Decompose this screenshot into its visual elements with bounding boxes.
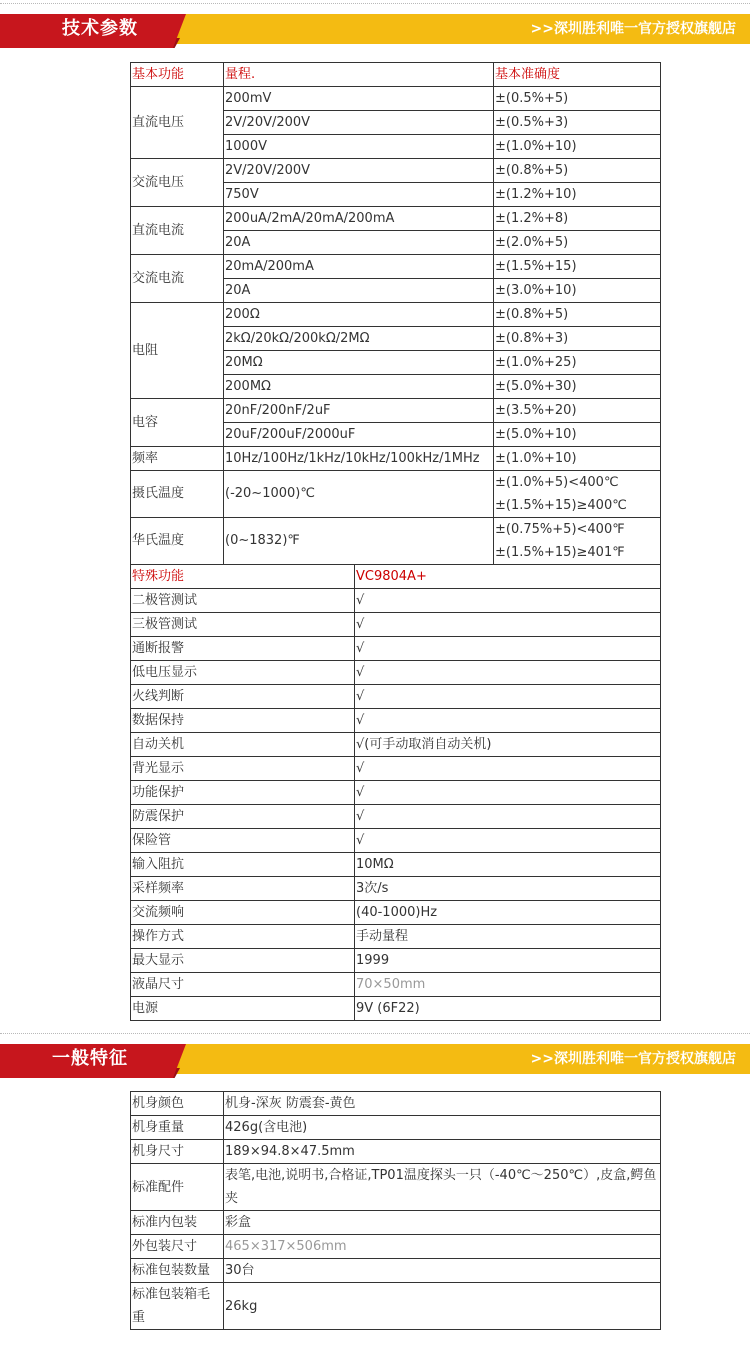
accuracy-line: ±(1.0%+5)<400℃ — [495, 475, 619, 490]
header-cell: VC9804A+ — [355, 565, 661, 589]
range-cell: (0~1832)℉ — [224, 518, 494, 565]
feature-value-cell: √ — [355, 709, 661, 733]
feature-value-cell: √(可手动取消自动关机) — [355, 733, 661, 757]
feature-name-cell: 三极管测试 — [131, 613, 355, 637]
range-cell: 2V/20V/200V — [224, 111, 494, 135]
feature-value-cell: 26kg — [224, 1283, 661, 1330]
general-features-table — [130, 1091, 661, 1330]
table-row — [131, 949, 661, 973]
table-row — [131, 1211, 661, 1235]
table-row — [131, 637, 661, 661]
table-row — [131, 1259, 661, 1283]
feature-name-cell: 通断报警 — [131, 637, 355, 661]
feature-value-cell: √ — [355, 661, 661, 685]
feature-value-cell: √ — [355, 685, 661, 709]
feature-name-cell: 外包装尺寸 — [131, 1235, 224, 1259]
table-row — [131, 589, 661, 613]
accuracy-cell — [494, 471, 661, 518]
table-row — [131, 447, 661, 471]
section-title: 一般特征 — [52, 1048, 128, 1069]
accuracy-cell — [494, 518, 661, 565]
function-cell: 直流电流 — [131, 207, 224, 255]
feature-name-cell: 液晶尺寸 — [131, 973, 355, 997]
range-cell: 2kΩ/20kΩ/200kΩ/2MΩ — [224, 327, 494, 351]
table-row — [131, 1140, 661, 1164]
range-cell: 20A — [224, 279, 494, 303]
accuracy-line: ±(0.75%+5)<400℉ — [495, 522, 625, 537]
feature-name-cell: 防震保护 — [131, 805, 355, 829]
section-title: 技术参数 — [62, 18, 138, 39]
feature-name-cell: 最大显示 — [131, 949, 355, 973]
accuracy-cell: ±(1.0%+25) — [494, 351, 661, 375]
feature-name-cell: 自动关机 — [131, 733, 355, 757]
feature-value-cell: 189×94.8×47.5mm — [224, 1140, 661, 1164]
table-row — [131, 877, 661, 901]
feature-name-cell: 电源 — [131, 997, 355, 1021]
feature-name-cell: 数据保持 — [131, 709, 355, 733]
feature-value-cell: √ — [355, 781, 661, 805]
store-brand-link[interactable]: >>深圳胜利唯一官方授权旗舰店 — [530, 1051, 736, 1067]
header-row — [131, 63, 661, 87]
range-cell: (-20~1000)℃ — [224, 471, 494, 518]
accuracy-cell: ±(1.0%+10) — [494, 447, 661, 471]
table-row — [131, 829, 661, 853]
feature-value-cell: 手动量程 — [355, 925, 661, 949]
accuracy-line: ±(1.5%+15)≥400℃ — [495, 498, 627, 513]
feature-value-cell: √ — [355, 805, 661, 829]
feature-name-cell: 交流频响 — [131, 901, 355, 925]
function-cell: 直流电压 — [131, 87, 224, 159]
table-row — [131, 997, 661, 1021]
table-row — [131, 518, 661, 565]
table-row — [131, 1164, 661, 1211]
table-row — [131, 853, 661, 877]
accuracy-cell: ±(5.0%+10) — [494, 423, 661, 447]
accuracy-cell: ±(0.5%+5) — [494, 87, 661, 111]
range-cell: 200Ω — [224, 303, 494, 327]
table-row — [131, 685, 661, 709]
accuracy-cell: ±(0.8%+5) — [494, 303, 661, 327]
table-row — [131, 159, 661, 183]
table-row — [131, 1116, 661, 1140]
function-cell: 电阻 — [131, 303, 224, 399]
feature-name-cell: 低电压显示 — [131, 661, 355, 685]
accuracy-cell: ±(1.0%+10) — [494, 135, 661, 159]
feature-name-cell: 机身颜色 — [131, 1092, 224, 1116]
feature-value-cell: 1999 — [355, 949, 661, 973]
range-cell: 20A — [224, 231, 494, 255]
accuracy-cell: ±(1.2%+10) — [494, 183, 661, 207]
range-cell: 20nF/200nF/2uF — [224, 399, 494, 423]
table-row — [131, 757, 661, 781]
accuracy-line: ±(1.5%+15)≥401℉ — [495, 545, 625, 560]
feature-name-cell: 背光显示 — [131, 757, 355, 781]
table-row — [131, 87, 661, 111]
range-cell: 2V/20V/200V — [224, 159, 494, 183]
table-row — [131, 255, 661, 279]
function-cell: 摄氏温度 — [131, 471, 224, 518]
section-divider — [0, 1033, 750, 1034]
range-cell: 200mV — [224, 87, 494, 111]
function-cell: 电容 — [131, 399, 224, 447]
function-cell: 交流电压 — [131, 159, 224, 207]
table-row — [131, 661, 661, 685]
table-row — [131, 805, 661, 829]
function-cell: 交流电流 — [131, 255, 224, 303]
feature-value-cell: 彩盒 — [224, 1211, 661, 1235]
feature-name-cell: 采样频率 — [131, 877, 355, 901]
table-row — [131, 901, 661, 925]
feature-name-cell: 保险管 — [131, 829, 355, 853]
table-row — [131, 207, 661, 231]
top-divider — [0, 3, 750, 4]
range-cell: 200MΩ — [224, 375, 494, 399]
feature-value-cell: 30台 — [224, 1259, 661, 1283]
accuracy-cell: ±(2.0%+5) — [494, 231, 661, 255]
table-row — [131, 925, 661, 949]
feature-value-cell: √ — [355, 757, 661, 781]
accuracy-cell: ±(3.5%+20) — [494, 399, 661, 423]
general-features-banner — [0, 1044, 750, 1078]
feature-value-cell: 机身-深灰 防震套-黄色 — [224, 1092, 661, 1116]
special-header-row — [131, 565, 661, 589]
accuracy-cell: ±(0.8%+5) — [494, 159, 661, 183]
accuracy-cell: ±(1.2%+8) — [494, 207, 661, 231]
feature-name-cell: 标准配件 — [131, 1164, 224, 1211]
feature-value-cell: √ — [355, 589, 661, 613]
feature-value-cell: √ — [355, 613, 661, 637]
range-cell: 20uF/200uF/2000uF — [224, 423, 494, 447]
table-row — [131, 733, 661, 757]
table-row — [131, 1235, 661, 1259]
feature-value-cell: 3次/s — [355, 877, 661, 901]
feature-name-cell: 机身尺寸 — [131, 1140, 224, 1164]
table-row — [131, 399, 661, 423]
accuracy-cell: ±(1.5%+15) — [494, 255, 661, 279]
feature-name-cell: 标准包装数量 — [131, 1259, 224, 1283]
accuracy-cell: ±(0.5%+3) — [494, 111, 661, 135]
range-cell: 20MΩ — [224, 351, 494, 375]
feature-value-cell: 表笔,电池,说明书,合格证,TP01温度探头一只（-40℃～250℃）,皮盒,鳄鱼夹 — [224, 1164, 661, 1211]
feature-value-cell: 465×317×506mm — [224, 1235, 661, 1259]
table-row — [131, 781, 661, 805]
table-row — [131, 709, 661, 733]
range-cell: 1000V — [224, 135, 494, 159]
store-brand-link[interactable]: >>深圳胜利唯一官方授权旗舰店 — [530, 21, 736, 37]
table-row — [131, 613, 661, 637]
range-cell: 750V — [224, 183, 494, 207]
feature-name-cell: 标准包装箱毛重 — [131, 1283, 224, 1330]
feature-name-cell: 火线判断 — [131, 685, 355, 709]
table-row — [131, 471, 661, 518]
feature-value-cell: √ — [355, 829, 661, 853]
table-row — [131, 1092, 661, 1116]
table-row — [131, 303, 661, 327]
header-cell: 基本功能 — [131, 63, 224, 87]
feature-value-cell: 9V (6F22) — [355, 997, 661, 1021]
range-cell: 200uA/2mA/20mA/200mA — [224, 207, 494, 231]
header-cell: 特殊功能 — [131, 565, 355, 589]
tech-params-banner — [0, 14, 750, 48]
feature-name-cell: 输入阻抗 — [131, 853, 355, 877]
range-cell: 10Hz/100Hz/1kHz/10kHz/100kHz/1MHz — [224, 447, 494, 471]
feature-name-cell: 操作方式 — [131, 925, 355, 949]
header-cell: 基本准确度 — [494, 63, 661, 87]
feature-value-cell: (40-1000)Hz — [355, 901, 661, 925]
feature-value-cell: √ — [355, 637, 661, 661]
accuracy-cell: ±(3.0%+10) — [494, 279, 661, 303]
table-row — [131, 973, 661, 997]
feature-name-cell: 机身重量 — [131, 1116, 224, 1140]
table-row — [131, 1283, 661, 1330]
range-cell: 20mA/200mA — [224, 255, 494, 279]
function-cell: 频率 — [131, 447, 224, 471]
tech-spec-table — [130, 62, 661, 1021]
feature-name-cell: 标准内包装 — [131, 1211, 224, 1235]
function-cell: 华氏温度 — [131, 518, 224, 565]
accuracy-cell: ±(0.8%+3) — [494, 327, 661, 351]
header-cell: 量程. — [224, 63, 494, 87]
feature-name-cell: 功能保护 — [131, 781, 355, 805]
feature-value-cell: 426g(含电池) — [224, 1116, 661, 1140]
feature-value-cell: 10MΩ — [355, 853, 661, 877]
feature-name-cell: 二极管测试 — [131, 589, 355, 613]
feature-value-cell: 70×50mm — [355, 973, 661, 997]
accuracy-cell: ±(5.0%+30) — [494, 375, 661, 399]
